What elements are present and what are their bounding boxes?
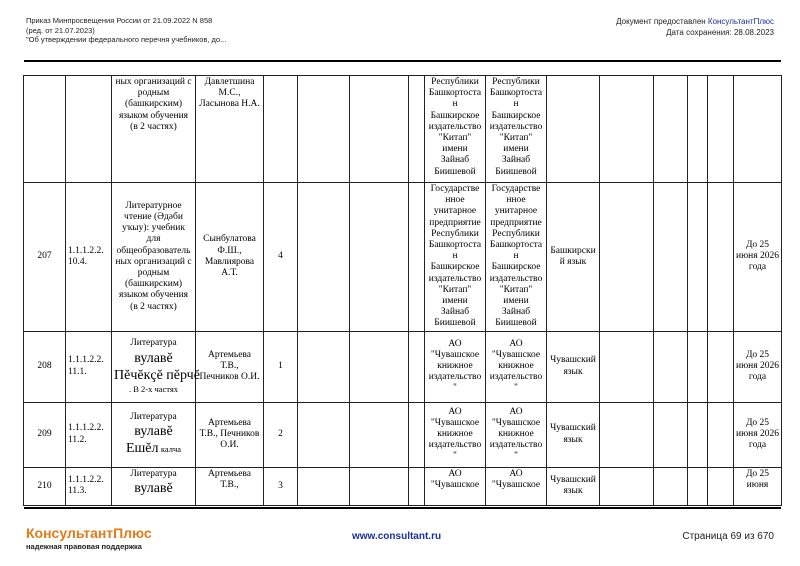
language-cell: Чувашский язык <box>547 467 600 505</box>
provided-by-label: Документ предоставлен <box>616 17 708 26</box>
deadline-cell: До 25 июня <box>734 467 782 505</box>
title-part: Пĕчĕкçĕ пĕрчĕ <box>114 367 200 383</box>
header-divider <box>24 60 781 62</box>
table-row <box>24 76 782 183</box>
doc-line-3: "Об утверждении федерального перечня учебников, до... <box>26 35 227 44</box>
title-part: Литература <box>130 338 177 349</box>
title-cell: ных организаций с родным (башкирским) языком обучения (в 2 частях) <box>112 76 196 183</box>
deadline-cell: До 25 июня 2026 года <box>734 183 782 332</box>
title-part: вулавĕ <box>134 424 173 440</box>
publisher-cell: АО "Чувашское <box>425 467 486 505</box>
authors-cell: Давлетшина М.С., Ласынова Н.А. <box>196 76 264 183</box>
table-row <box>24 402 782 467</box>
publisher-cell: Государстве нное унитарное предприятие Республики Башкортоста н Башкирское издательство "Китап" имени Зайнаб Биишевой <box>486 183 547 332</box>
row-number: 207 <box>24 183 66 332</box>
title-part: Литература <box>130 468 177 479</box>
footer-logo: КонсультантПлюс <box>26 525 152 541</box>
authors-cell <box>196 331 264 402</box>
authors-cell: Сынбулатова Ф.Ш., Мавлиярова А.Т. <box>196 183 264 332</box>
language-cell: Башкирски й язык <box>547 183 600 332</box>
title-part: вулавĕ <box>134 480 173 496</box>
code-cell: 1.1.1.2.2. 11.1. <box>66 331 112 402</box>
provider-info <box>616 16 774 38</box>
provider-link[interactable]: КонсультантПлюс <box>707 17 774 26</box>
author-part: Артемьева Т.В., <box>208 349 251 372</box>
language-cell: Чувашский язык <box>547 402 600 467</box>
document-title <box>26 16 226 45</box>
textbook-table <box>23 75 782 506</box>
language-cell: Чувашский язык <box>547 331 600 402</box>
title-cell <box>112 467 196 505</box>
footer-tagline: надежная правовая поддержка <box>26 542 142 551</box>
title-part: Ешĕл <box>125 441 159 457</box>
title-part: вулавĕ <box>134 350 173 366</box>
title-part: . В 2-х частях <box>128 383 179 394</box>
grade-cell: 4 <box>264 183 298 332</box>
table-row <box>24 183 782 332</box>
grade-cell: 1 <box>264 331 298 402</box>
table-row <box>24 467 782 505</box>
title-part: Литература <box>130 412 177 423</box>
deadline-cell: До 25 июня 2026 года <box>734 402 782 467</box>
authors-cell: Артемьева Т.В., Печников О.И. <box>196 402 264 467</box>
title-cell <box>112 402 196 467</box>
doc-line-2: (ред. от 21.07.2023) <box>26 25 95 35</box>
footer-url-link[interactable]: www.consultant.ru <box>352 531 442 542</box>
footer-divider <box>24 507 781 509</box>
doc-line-1: Приказ Минпросвещения России от 21.09.2022 N 858 <box>26 16 213 25</box>
row-number: 210 <box>24 467 66 505</box>
publisher-cell: АО "Чувашское книжное издательство " <box>486 402 547 467</box>
deadline-cell: До 25 июня 2026 года <box>734 331 782 402</box>
title-cell <box>112 331 200 402</box>
code-cell: 1.1.1.2.2. 11.2. <box>66 402 112 467</box>
publisher-cell: АО "Чувашское книжное издательство " <box>425 402 486 467</box>
saved-date: Дата сохранения: 28.08.2023 <box>666 28 774 37</box>
code-cell: 1.1.1.2.2. 10.4. <box>66 183 112 332</box>
page-number: Страница 69 из 670 <box>682 531 774 542</box>
publisher-cell: Республики Башкортоста н Башкирское издательство "Китап" имени Зайнаб Биишевой <box>486 76 547 183</box>
authors-cell: Артемьева Т.В., <box>196 467 264 505</box>
grade-cell: 2 <box>264 402 298 467</box>
title-cell: Литературное чтение (Әдәби уҡыу): учебник для общеобразователь ных организаций с родным (башкирским) языком обучения (в 2 частях) <box>112 183 196 332</box>
publisher-cell: АО "Чувашское <box>486 467 547 505</box>
publisher-cell: Республики Башкортоста н Башкирское издательство "Китап" имени Зайнаб Биишевой <box>425 76 486 183</box>
publisher-cell: АО "Чувашское книжное издательство " <box>486 331 547 402</box>
table-row <box>24 331 782 402</box>
row-number: 209 <box>24 402 66 467</box>
code-cell: 1.1.1.2.2. 11.3. <box>66 467 112 505</box>
author-part: Печников О.И. <box>199 372 260 383</box>
grade-cell: 3 <box>264 467 298 505</box>
title-part: калча <box>160 444 182 455</box>
publisher-cell: Государстве нное унитарное предприятие Республики Башкортоста н Башкирское издательство "Китап" имени Зайнаб Биишевой <box>425 183 486 332</box>
row-number: 208 <box>24 331 66 402</box>
publisher-cell: АО "Чувашское книжное издательство " <box>425 331 486 402</box>
